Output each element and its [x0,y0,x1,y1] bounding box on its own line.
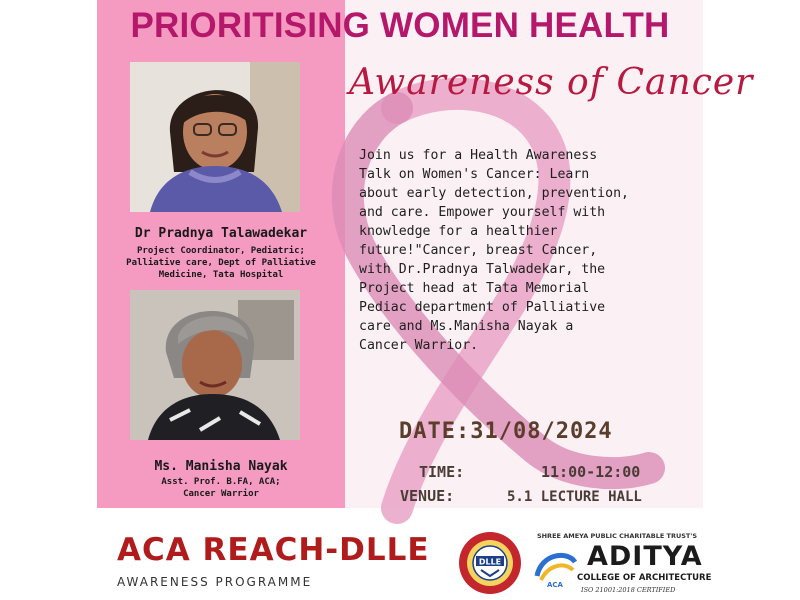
speaker-2-role [97,476,345,500]
description-line: with Dr.Pradnya Talwadekar, the [359,262,606,277]
poster [97,0,754,600]
description-line: Join us for a Health Awareness [359,148,598,163]
college-subtitle: COLLEGE OF ARCHITECTURE [577,573,712,583]
brand-subtitle: AWARENESS PROGRAMME [117,575,313,589]
poster-subtitle: Awareness of Cancer [349,62,754,103]
venue-value: 5.1 LECTURE HALL [507,489,642,505]
description-line: Pediac department of Palliative [359,300,606,315]
time-label: TIME: [419,463,465,481]
speaker-1-role-line: Medicine, Tata Hospital [158,270,284,280]
description-line: future!"Cancer, breast Cancer, [359,243,598,258]
venue-label: VENUE: [400,487,455,505]
description-line: Project head at Tata Memorial [359,281,590,296]
seal-text: DLLE [478,557,502,567]
dlle-seal-icon [457,530,523,596]
speaker-2-role-line: Asst. Prof. B.FA, ACA; [161,477,281,487]
description-line: and care. Empower yourself with [359,205,606,220]
description-line: care and Ms.Manisha Nayak a [359,319,574,334]
event-description [359,146,689,355]
speaker-2-name: Ms. Manisha Nayak [154,459,288,474]
speaker-1-photo [130,62,300,212]
brand-title: ACA REACH-DLLE [117,532,430,568]
description-line: Cancer Warrior. [359,338,479,353]
event-date: DATE:31/08/2024 [399,419,613,444]
speaker-1-role-line: Palliative care, Dept of Palliative [126,258,316,268]
description-line: about early detection, prevention, [359,186,629,201]
aditya-logo-icon [533,546,577,588]
speaker-1-role [97,245,345,281]
poster-title: PRIORITISING WOMEN HEALTH [130,6,670,45]
iso-certification: ISO 21001:2018 CERTIFIED [581,586,676,594]
time-value: 11:00-12:00 [541,463,641,481]
logo-text: ACA [547,581,563,589]
description-line: knowledge for a healthier [359,224,558,239]
speaker-2-role-line: Cancer Warrior [183,489,259,499]
college-name: ADITYA [587,541,703,572]
trust-name: SHREE AMEYA PUBLIC CHARITABLE TRUST'S [536,532,698,540]
speaker-1-name: Dr Pradnya Talawadekar [134,226,308,241]
speaker-2-photo [130,290,300,440]
aditya-branding [531,532,712,600]
speaker-1-role-line: Project Coordinator, Pediatric; [137,246,305,256]
description-line: Talk on Women's Cancer: Learn [359,167,590,182]
